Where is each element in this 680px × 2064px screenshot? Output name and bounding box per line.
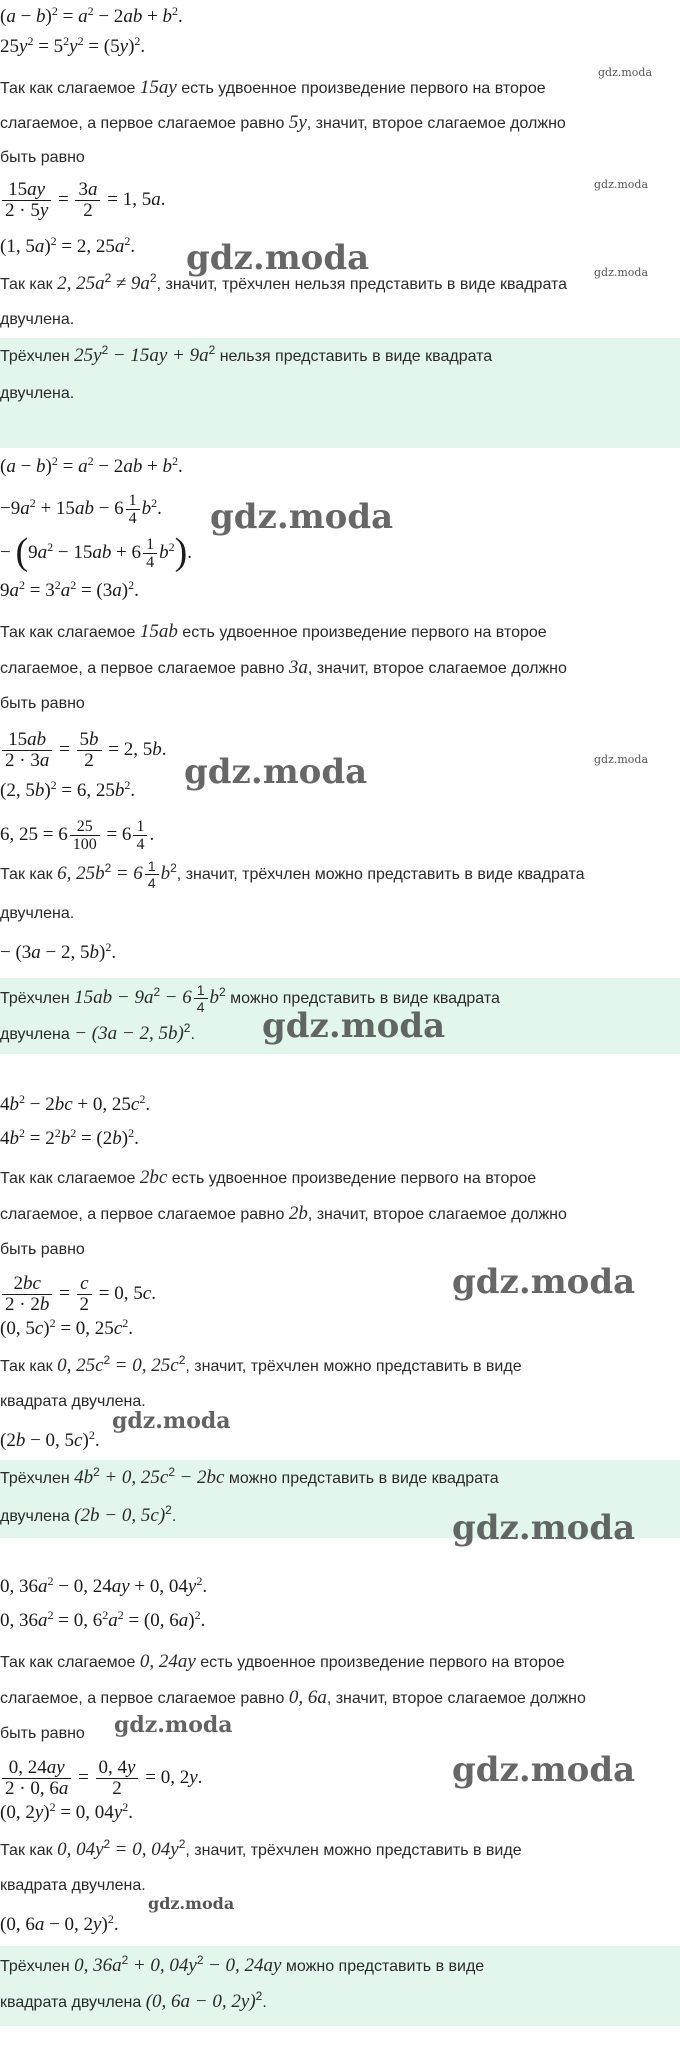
text-line: двучлена. (0, 905, 75, 922)
formula-trinomial: 0, $36a^2 - 0$, 24ay + 0, $04y^2$. (0, 1574, 208, 1597)
watermark-small: gdz.moda (594, 266, 649, 279)
answer-text: двучлена − (3a − 2, 5b)$^2$. (0, 1021, 195, 1044)
formula-square: (0, 5c)$^2$ = 0, $25c^2$. (0, 1316, 133, 1339)
formula-square-of-difference: $(a - b)^2 = a^2 - 2ab + b^2$. (0, 454, 183, 477)
watermark: gdz.moda (452, 1750, 636, 1790)
answer-text: Трёхчлен $15ab - 9a^2 - 6$ $\frac{1}{4}$ $b^2$ можно представить в виде квадрата (0, 982, 500, 1016)
formula-25y2: $25y^2 = 5^2y^2 = (5y)^2$. (0, 34, 146, 57)
formula-trinomial: $-9a^2 + 15ab - 6$ $\frac{1}{4}$ $b^2$. (0, 492, 162, 527)
answer-text: квадрата двучлена (0, 6a − 0, 2y)$^2$. (0, 1989, 267, 2012)
watermark: gdz.moda (452, 1262, 636, 1302)
formula-square-of-difference: $(a - b)^2 = a^2 - 2ab + b^2$. (0, 4, 183, 27)
formula-fraction: $\frac{15ab}{2 \cdot 3a}$ = $\frac{5b}{2}$ = 2, 5b. (0, 730, 167, 771)
formula-factored-out: − ($9a^2 - 15ab + 6$ $\frac{1}{4}$ $b^2$). (0, 530, 192, 573)
formula-fraction: $\frac{2bc}{2 \cdot 2b}$ = $\frac{c}{2}$ = 0, 5c. (0, 1274, 156, 1315)
answer-box (0, 1946, 680, 2026)
answer-text: Трёхчлен $4b^2 + 0$, $25c^2 - 2bc$ можно представить в виде квадрата (0, 1465, 499, 1488)
formula-036a2: 0, $36a^2 = 0$, $6^2a^2 = (0$, 6a)$^2$. (0, 1608, 206, 1631)
formula-square: (0, 2y)$^2$ = 0, $04y^2$. (0, 1800, 133, 1823)
formula-result: − (3a − 2, 5b)$^2$. (0, 940, 117, 963)
text-line: квадрата двучлена. (0, 1877, 146, 1894)
text-line: двучлена. (0, 311, 75, 328)
formula-fraction: $\frac{0, 24ay}{2 \cdot 0, 6a}$ = $\frac{0, 4y}{2}$ = 0, 2y. (0, 1758, 202, 1799)
text-line: Так как слагаемое 0, 24ay есть удвоенное произведение первого на второе (0, 1651, 565, 1672)
watermark-small: gdz.moda (594, 753, 649, 766)
watermark: gdz.moda (184, 752, 368, 792)
watermark: gdz.moda (114, 1712, 233, 1738)
text-line: быть равно (0, 1241, 85, 1258)
formula-4b2: $4b^2 = 2^2b^2 = (2b)^2$. (0, 1126, 139, 1149)
answer-text: двучлена (2b − 0, 5c)$^2$. (0, 1503, 177, 1526)
text-line: слагаемое, а первое слагаемое равно 0, 6a, значит, второе слагаемое должно (0, 1687, 586, 1708)
watermark: gdz.moda (112, 1408, 231, 1434)
text-line: Так как 0, $25c^2 = 0$, $25c^2$, значит, трёхчлен можно представить в виде (0, 1353, 522, 1376)
text-line: быть равно (0, 149, 85, 166)
formula-result: (0, 6a − 0, 2y)$^2$. (0, 1912, 119, 1935)
formula-fraction: $\frac{15ay}{2 \cdot 5y}$ = $\frac{3a}{2}$ = 1, 5a. (0, 180, 165, 221)
answer-box (0, 1460, 680, 1548)
watermark: gdz.moda (186, 238, 370, 278)
text-line: слагаемое, а первое слагаемое равно 5y, значит, второе слагаемое должно (0, 112, 566, 133)
watermark: gdz.moda (262, 1006, 446, 1046)
answer-box (0, 338, 680, 448)
text-line: быть равно (0, 695, 85, 712)
text-line: слагаемое, а первое слагаемое равно 2b, значит, второе слагаемое должно (0, 1203, 567, 1224)
text-line: быть равно (0, 1725, 85, 1742)
watermark-small: gdz.moda (148, 1894, 235, 1913)
answer-box (0, 978, 680, 1054)
watermark-small: gdz.moda (598, 66, 653, 79)
text-line: Так как 2, $25a^2 \ne 9a^2$, значит, трёхчлен нельзя представить в виде квадрата (0, 271, 568, 294)
formula-mixed-number: 6, 25 = 6 $\frac{25}{100}$ = 6 $\frac{1}{4}$ . (0, 818, 155, 853)
answer-text: Трёхчлен 0, $36a^2 + 0$, $04y^2 - 0$, 24ay можно представить в виде (0, 1953, 485, 1976)
text-line: Так как 0, $04y^2 = 0$, $04y^2$, значит, трёхчлен можно представить в виде (0, 1837, 522, 1860)
formula-result: (2b − 0, 5c)$^2$. (0, 1428, 100, 1451)
formula-square: (2, 5b)$^2$ = 6, $25b^2$. (0, 778, 136, 801)
formula-9a2: $9a^2 = 3^2a^2 = (3a)^2$. (0, 578, 139, 601)
text-line: Так как 6, $25b^2 = 6$ $\frac{1}{4}$ $b^2$, значит, трёхчлен можно представить в виде квадрата (0, 858, 585, 892)
text-line: Так как слагаемое 2bc есть удвоенное произведение первого на второе (0, 1167, 537, 1188)
watermark: gdz.moda (452, 1508, 636, 1548)
text-line: слагаемое, а первое слагаемое равно 3a, значит, второе слагаемое должно (0, 657, 567, 678)
watermark: gdz.moda (210, 497, 394, 537)
text-line: квадрата двучлена. (0, 1393, 146, 1410)
text-line: Так как слагаемое 15ay есть удвоенное произведение первого на второе (0, 77, 546, 98)
formula-square: (1, 5a)$^2$ = 2, $25a^2$. (0, 234, 136, 257)
answer-text: двучлена. (0, 385, 75, 402)
formula-trinomial: $4b^2 - 2bc + 0$, $25c^2$. (0, 1092, 151, 1115)
text-line: Так как слагаемое 15ab есть удвоенное произведение первого на второе (0, 621, 547, 642)
watermark-small: gdz.moda (594, 178, 649, 191)
answer-text: Трёхчлен $25y^2 - 15ay + 9a^2$ нельзя представить в виде квадрата (0, 343, 493, 366)
